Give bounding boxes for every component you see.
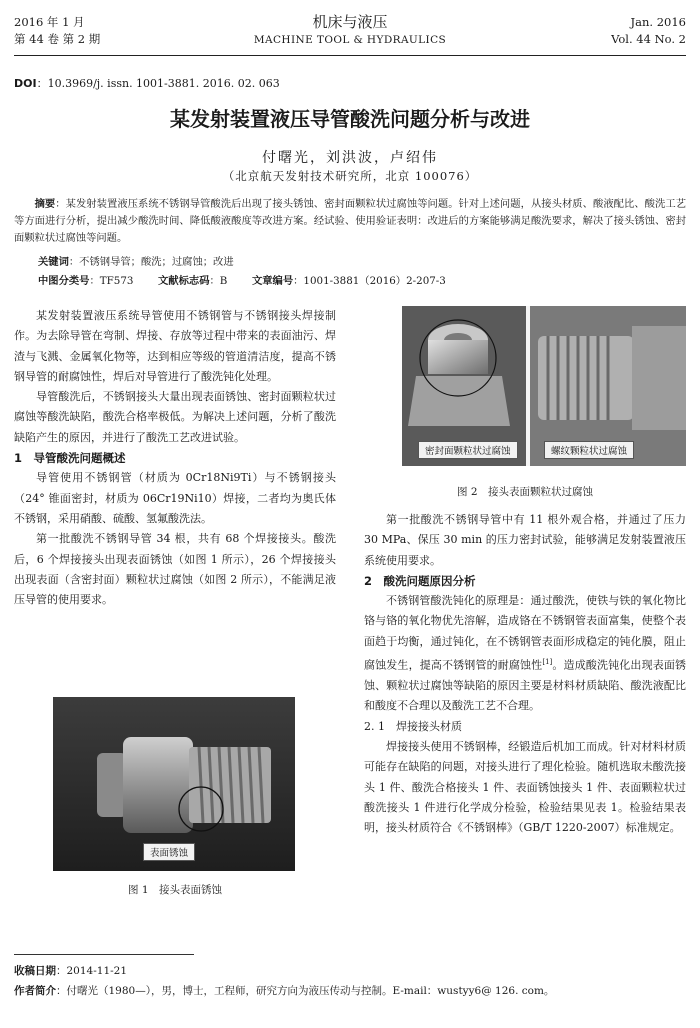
- figure-1-photo: [53, 697, 295, 871]
- doc-code-label: 文献标志码: [158, 275, 210, 287]
- article-authors: 付曙光，刘洪波，卢绍伟: [262, 150, 438, 166]
- article-affiliation: （北京航天发射技术研究所，北京 100076）: [222, 169, 478, 183]
- paragraph-text: 。造成酸洗钝化出现表面锈蚀、颗粒状过腐蚀等缺陷的原因主要是材料材质缺陷、酸洗液配比和酸度不合理以及酸洗工艺不合理。: [364, 658, 687, 713]
- citation-ref[interactable]: [1]: [542, 658, 553, 667]
- paragraph-text: 不锈钢管酸洗钝化的原理是：通过酸洗，使铁与铁的氧化物比铬与铬的氧化物优先溶解，造成铬在不锈钢管表面富集，使整个表面趋于均衡，通过钝化，在不锈钢管表面形成稳定的钝化膜，阻止腐蚀发生，提高不锈钢管的耐腐蚀性: [364, 594, 686, 672]
- doi-line: [14, 75, 280, 91]
- header-right: [611, 14, 686, 48]
- article-number-value: ：1001-3881（2016）2-207-3: [293, 275, 446, 287]
- received-value: ：2014-11-21: [56, 965, 128, 977]
- doi-value: ：10.3969/j. issn. 1001-3881. 2016. 02. 063: [36, 77, 280, 90]
- footnote-rule: [14, 954, 194, 955]
- clc-label: 中图分类号: [38, 275, 90, 287]
- section-heading: 2 酸洗问题原因分析: [364, 573, 476, 588]
- abstract-text: ：某发射装置液压系统不锈钢导管酸洗后出现了接头锈蚀、密封面颗粒状过腐蚀等问题。针对上述问题，从接头材质、酸液配比、酸洗工艺等方面进行分析，提出减少酸洗时间、降低酸液酸度等改进方案。经试验、使用验证表明：改进后的方案能够满足酸洗要求，解决了接头锈蚀、密封面颗粒状过腐蚀等问题。: [14, 198, 687, 244]
- header-rule: [14, 55, 686, 56]
- doc-code-value: ：B: [209, 275, 228, 287]
- paragraph: [364, 591, 686, 716]
- bio-value: ：付曙光（1980—），男，博士，工程师，研究方向为液压传动与控制。E-mail：wustyy6@ 126. com。: [56, 985, 555, 997]
- figure-2-label-a: 密封面颗粒状过腐蚀: [418, 441, 518, 459]
- left-column: [14, 306, 336, 610]
- keywords: [38, 254, 234, 271]
- paragraph: 某发射装置液压系统导管使用不锈钢管与不锈钢接头焊接制作。为去除导管在弯制、焊接、存放等过程中带来的表面油污、焊渣与飞溅、金属氧化物等，达到相应等级的管道清洁度，提高不锈钢导管的耐腐蚀性，焊后对导管进行了酸洗钝化处理。: [14, 309, 336, 383]
- figure-2-caption: 图 2 接头表面颗粒状过腐蚀: [456, 486, 594, 498]
- issue-volume-en: Vol. 44 No. 2: [611, 32, 686, 46]
- abstract-label: 摘要: [34, 198, 56, 210]
- section-heading: 1 导管酸洗问题概述: [14, 451, 126, 466]
- author-bio: [14, 982, 554, 1001]
- issue-date-en: Jan. 2016: [630, 15, 686, 29]
- figure-1-label: 表面锈蚀: [143, 843, 195, 861]
- header-left: [14, 14, 100, 48]
- journal-name-cn: 机床与液压: [312, 13, 388, 31]
- header-center: [200, 12, 500, 48]
- doi-label: DOI: [14, 77, 37, 90]
- paragraph: 第一批酸洗不锈钢导管 34 根，共有 68 个焊接接头。酸洗后，6 个焊接接头出现表面锈蚀（如图 1 所示），26 个焊接接头出现表面（含密封面）颗粒状过腐蚀（如图 2 所示），不能满足液压导管的使用要求。: [14, 532, 336, 607]
- paragraph: 导管使用不锈钢管（材质为 0Cr18Ni9Ti）与不锈钢接头（24° 锥面密封，材质为 06Cr19Ni10）焊接，二者均为奥氏体不锈钢，采用硝酸、硫酸、氢氟酸洗法。: [14, 471, 336, 525]
- figure-1-caption: 图 1 接头表面锈蚀: [127, 884, 223, 896]
- keywords-text: ：不锈钢导管；酸洗；过腐蚀；改进: [68, 256, 234, 268]
- figure-2-photo: [402, 306, 686, 466]
- classification-line: [38, 273, 446, 290]
- journal-name-en: MACHINE TOOL & HYDRAULICS: [253, 34, 447, 46]
- issue-date: 2016 年 1 月: [14, 15, 85, 29]
- paragraph: 导管酸洗后，不锈钢接头大量出现表面锈蚀、密封面颗粒状过腐蚀等酸洗缺陷，酸洗合格率极低。为解决上述问题，分析了酸洗缺陷产生的原因，并进行了酸洗工艺改进试验。: [14, 390, 336, 444]
- article-title: 某发射装置液压导管酸洗问题分析与改进: [170, 107, 530, 131]
- clc-value: ：TF573: [89, 275, 134, 287]
- article-number-label: 文章编号: [251, 275, 294, 287]
- abstract: [14, 196, 686, 247]
- subsection-heading: 2. 1 焊接接头材质: [364, 719, 462, 733]
- right-column: [364, 510, 686, 838]
- issue-volume: 第 44 卷 第 2 期: [14, 32, 101, 46]
- received-label: 收稿日期: [14, 965, 56, 977]
- figure-2-label-b: 螺纹颗粒状过腐蚀: [544, 441, 634, 459]
- bio-label: 作者简介: [14, 985, 56, 997]
- received-date: [14, 962, 127, 981]
- paragraph: 焊接接头使用不锈钢棒，经锻造后机加工而成。针对材料材质可能存在缺陷的问题，对接头进行了理化检验。随机选取未酸洗接头 1 件、酸洗合格接头 1 件、表面锈蚀接头 1 件、表面颗粒状过酸洗接头 1 件进行化学成分检验，检验结果见表 1。检验结果表明，接头材质符合《不锈钢棒》（GB/T 1220-2007）标准规定。: [364, 739, 686, 835]
- keywords-label: 关键词: [38, 256, 69, 268]
- paragraph: 第一批酸洗不锈钢导管中有 11 根外观合格，并通过了压力 30 MPa、保压 30 min 的压力密封试验，能够满足发射装置液压系统使用要求。: [364, 513, 686, 567]
